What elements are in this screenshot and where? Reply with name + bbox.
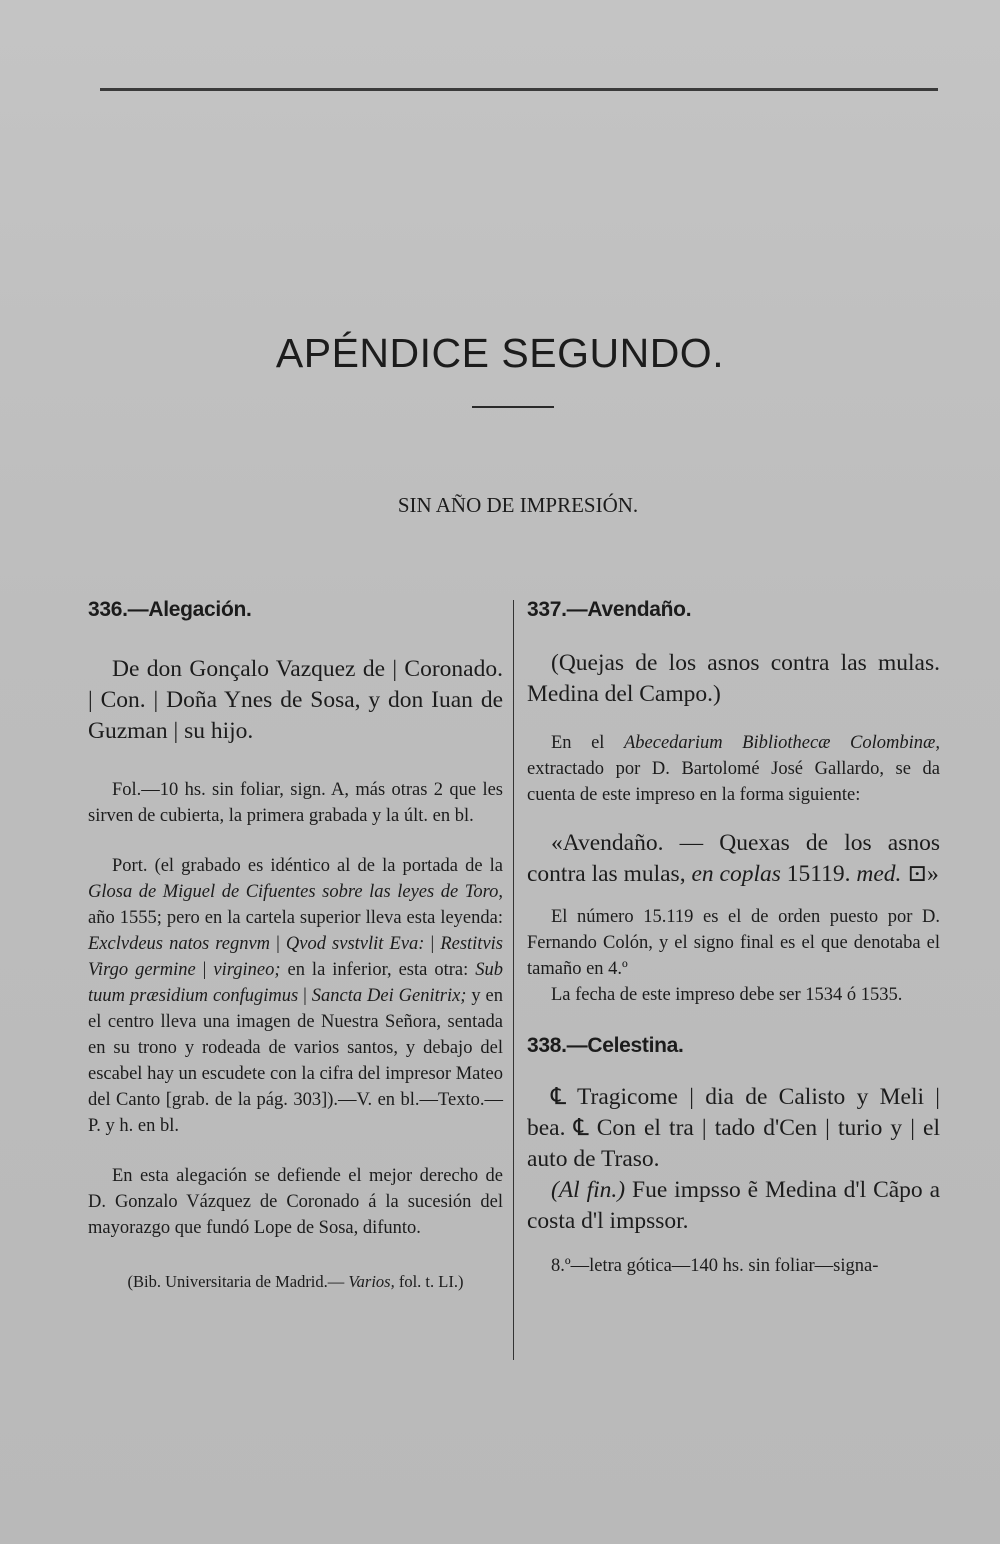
entry-338-heading: 338.—Celestina. [527,1034,684,1057]
left-column [88,598,503,1295]
entry-337-quote: «Avendaño. — Quexas de los asnos contra las mulas, en coplas 15119. med. ⊡» [527,830,940,887]
right-column [527,598,940,1279]
entry-337-heading: 337.—Avendaño. [527,598,692,621]
entry-338-collation: 8.º—letra gótica—140 hs. sin foliar—signa- [551,1256,879,1276]
entry-336-port-description: Port. (el grabado es idéntico al de la portada de la Glosa de Miguel de Cifuentes sobre las leyes de Toro, año 1555; pero en la cartela superior lleva esta leyenda: Exclvdeus natos regnvm | Qvod svstvlit Eva: | Restitvis Virgo germine | virgineo; en la inferior, esta otra: Sub tuum præsidium confugimus | Sancta Dei Genitrix; y en el centro lleva una imagen de Nuestra Señora, sentada en su trono y rodeada de varios santos, y debajo del escabel hay un escudete con la cifra del impresor Mateo del Canto [grab. de la pág. 303]).—V. en bl.—Texto.—P. y h. en bl. [88,856,503,1136]
entry-336-citation: (Bib. Universitaria de Madrid.— Varios, fol. t. LI.) [127,1272,464,1291]
entry-337-title: (Quejas de los asnos contra las mulas. Medina del Campo.) [527,650,940,707]
entry-337-note-2: La fecha de este impreso debe ser 1534 ó 1535. [551,985,903,1005]
column-divider [513,600,514,1360]
page-title: APÉNDICE SEGUNDO. [275,330,725,376]
entry-337-note-1: El número 15.119 es el de orden puesto por D. Fernando Colón, y el signo final es el que denotaba el tamaño en 4.º [527,907,940,979]
section-subtitle: SIN AÑO DE IMPRESIÓN. [397,493,639,517]
entry-337-intro: En el Abecedarium Bibliothecæ Colombinæ, extractado por D. Bartolomé José Gallardo, se da cuenta de este impreso en la forma siguiente: [527,733,941,805]
entry-336-title: De don Gonçalo Vazquez de | Coronado. | Con. | Doña Ynes de Sosa, y don Iuan de Guzman | su hijo. [88,656,503,744]
title-rule [472,406,554,408]
entry-336-heading: 336.—Alegación. [88,598,252,621]
entry-338-title: ℄ Tragicome | dia de Calisto y Meli | bea. ℄ Con el tra | tado d'Cen | turio y | el auto de Traso. [527,1084,940,1172]
top-rule [100,88,938,91]
entry-338-colophon: (Al fin.) Fue impsso ẽ Medina d'l Cãpo a costa d'l impssor. [527,1177,940,1234]
entry-336-collation: Fol.—10 hs. sin foliar, sign. A, más otras 2 que les sirven de cubierta, la primera grabada y la últ. en bl. [88,780,503,826]
entry-336-note: En esta alegación se defiende el mejor derecho de D. Gonzalo Vázquez de Coronado á la sucesión del mayorazgo que fundó Lope de Sosa, difunto. [88,1166,503,1238]
